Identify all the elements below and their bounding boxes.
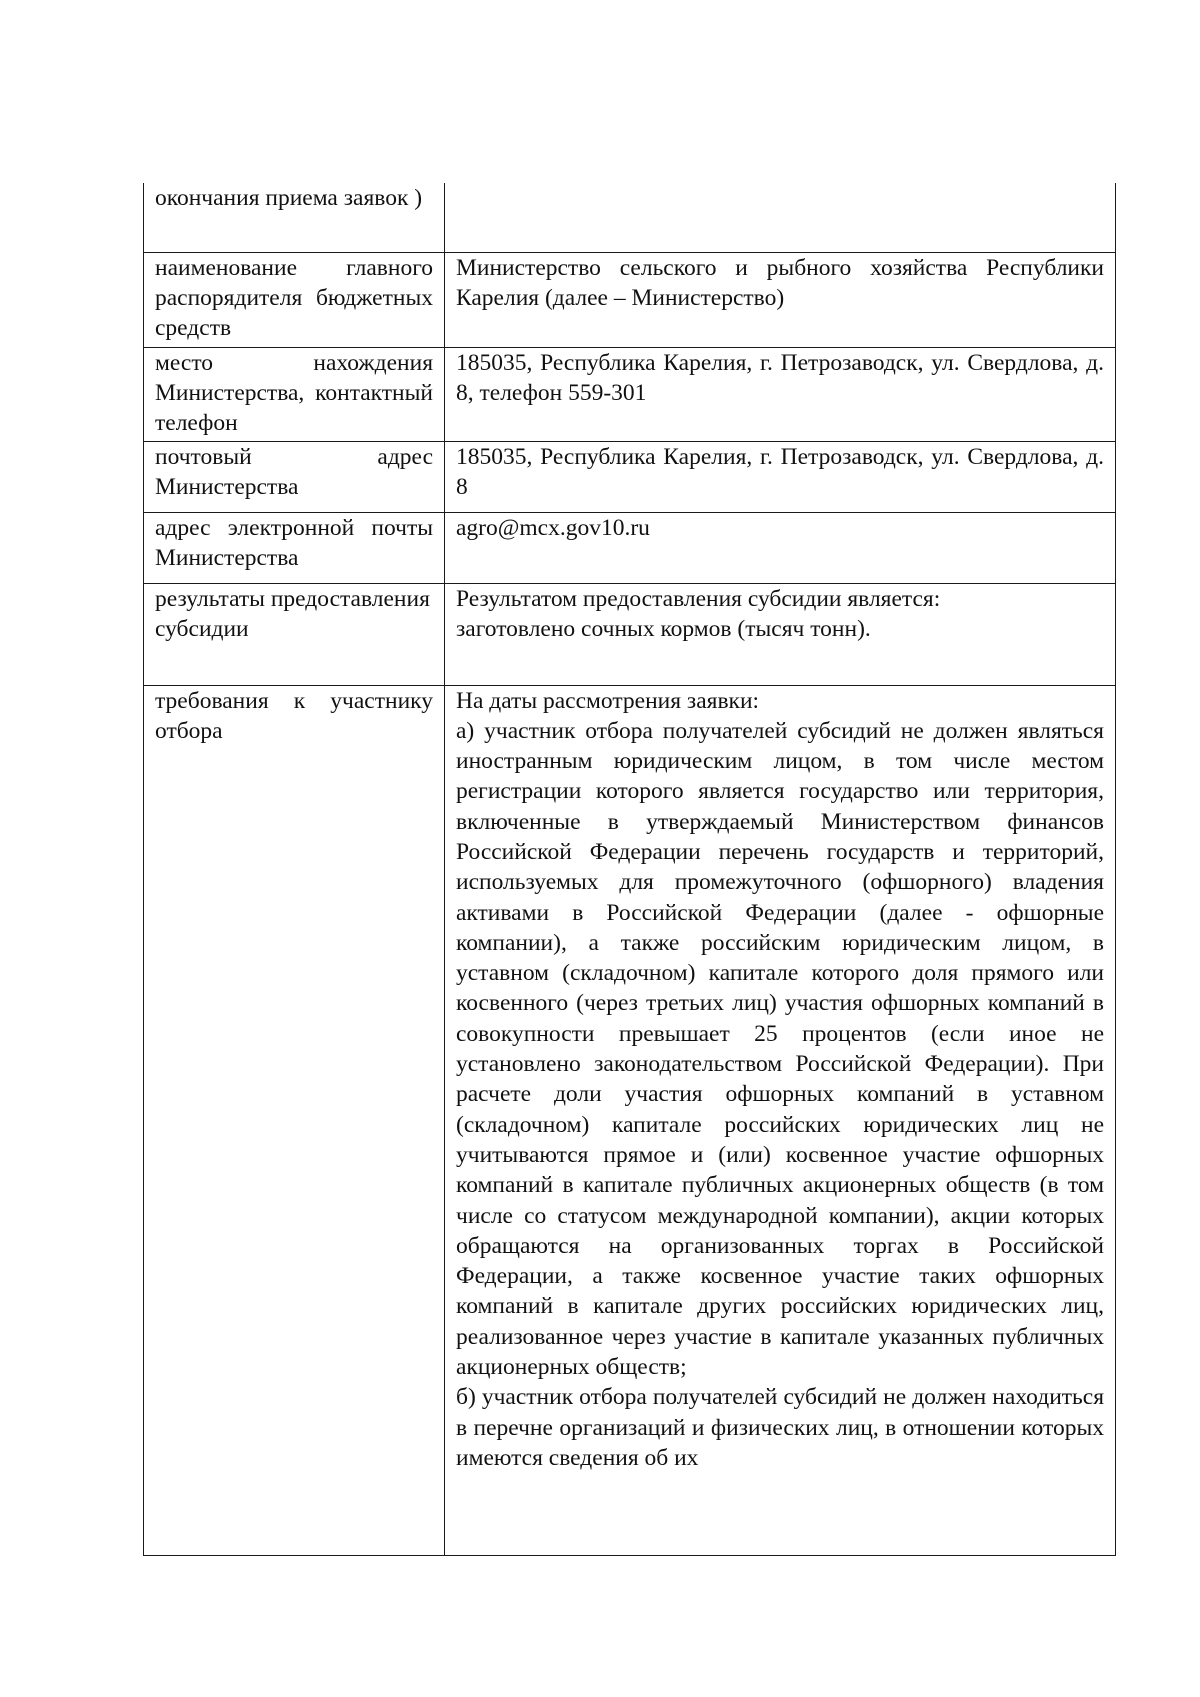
table-row: [144, 583, 1116, 685]
row-value: 185035, Республика Карелия, г. Петрозаводск, ул. Свердлова, д. 8, телефон 559-301: [445, 347, 1116, 441]
row-value: [445, 183, 1116, 252]
requirements-table: [143, 183, 1116, 1556]
requirement-item-a: а) участник отбора получателей субсидий не должен являться иностранным юридическим лицом, в том числе местом регистрации которого является государство или территория, включенные в утверждаемый Министерством финансов Российской Федерации перечень государств и территорий, используемых для промежуточного (офшорного) владения активами в Российской Федерации (далее - офшорные компании), а также российским юридическим лицом, в уставном (складочном) капитале которого доля прямого или косвенного (через третьих лиц) участия офшорных компаний в совокупности превышает 25 процентов (если иное не установлено законодательством Российской Федерации). При расчете доли участия офшорных компаний в уставном (складочном) капитале российских юридических лиц не учитываются прямое и (или) косвенное участие офшорных компаний в капитале публичных акционерных обществ (в том числе со статусом международной компании), акции которых обращаются на организованных торгах в Российской Федерации, а также косвенное участие таких офшорных компаний в капитале других российских юридических лиц, реализованное через участие в капитале указанных публичных акционерных обществ;: [456, 717, 1104, 1381]
row-label: адрес электронной почты Министерства: [144, 512, 445, 583]
row-label: требования к участнику отбора: [144, 685, 445, 1555]
row-value: Министерство сельского и рыбного хозяйства Республики Карелия (далее – Министерство): [445, 252, 1116, 347]
table-row: [144, 183, 1116, 252]
row-label: место нахождения Министерства, контактный телефон: [144, 347, 445, 441]
row-value: [445, 685, 1116, 1555]
result-line: Результатом предоставления субсидии является:: [456, 585, 941, 612]
row-value: 185035, Республика Карелия, г. Петрозаводск, ул. Свердлова, д. 8: [445, 441, 1116, 512]
table-row: [144, 512, 1116, 583]
row-label: окончания приема заявок ): [144, 183, 445, 252]
row-value: agro@mcx.gov10.ru: [445, 512, 1116, 583]
table-row: [144, 347, 1116, 441]
result-line: заготовлено сочных кормов (тысяч тонн).: [456, 615, 871, 642]
table-row: [144, 252, 1116, 347]
row-label: наименование главного распорядителя бюджетных средств: [144, 252, 445, 347]
row-label: результаты предоставления субсидии: [144, 583, 445, 685]
table-row: [144, 441, 1116, 512]
row-label: почтовый адрес Министерства: [144, 441, 445, 512]
requirement-item-b: б) участник отбора получателей субсидий не должен находиться в перечне организаций и физических лиц, в отношении которых имеются сведения об их: [456, 1384, 1104, 1471]
row-value: [445, 583, 1116, 685]
requirements-intro: На даты рассмотрения заявки:: [456, 687, 760, 714]
table-row: [144, 685, 1116, 1555]
